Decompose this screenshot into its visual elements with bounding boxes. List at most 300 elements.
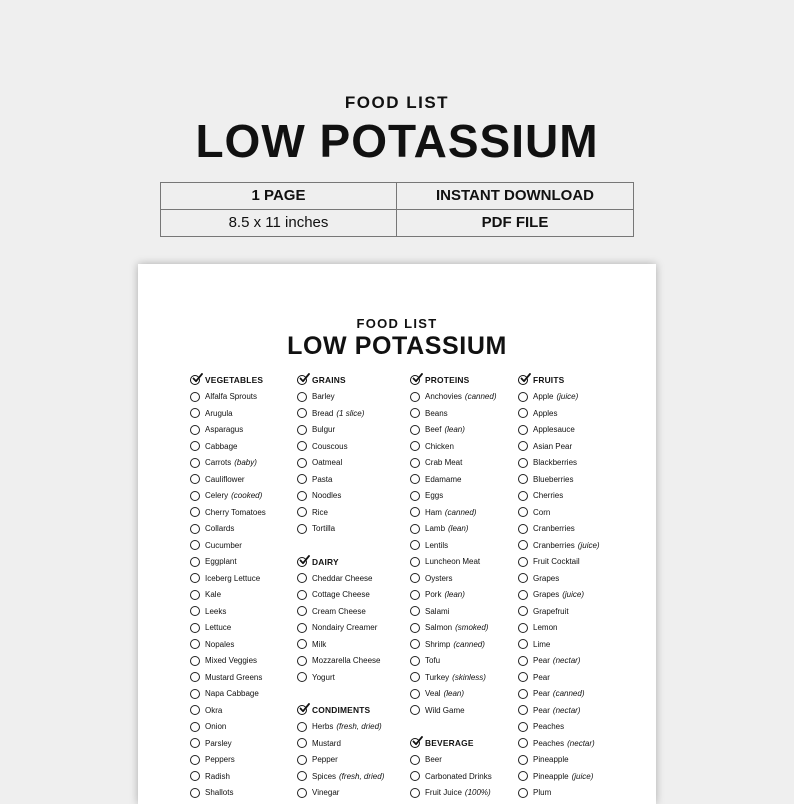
food-name: Pasta [312,474,333,484]
checkbox-circle[interactable] [190,540,200,550]
food-name: Carbonated Drinks [425,771,492,781]
food-name: Collards [205,524,235,534]
checkbox-circle[interactable] [518,590,528,600]
checkbox-circle[interactable] [297,672,307,682]
food-item[interactable] [190,735,266,752]
food-item[interactable] [190,405,266,422]
checkbox-circle[interactable] [410,557,420,567]
food-item[interactable] [410,422,497,439]
checkbox-circle[interactable] [297,623,307,633]
checkbox-circle[interactable] [190,656,200,666]
checkbox-circle[interactable] [410,788,420,798]
checkbox-circle[interactable] [410,606,420,616]
checkbox-circle[interactable] [410,573,420,583]
food-name: Lettuce [205,623,232,633]
checkbox-circle[interactable] [518,623,528,633]
checkbox-circle[interactable] [297,722,307,732]
check-circle-icon [297,374,309,386]
food-item[interactable] [518,587,600,604]
column-4 [518,372,600,801]
food-item[interactable] [518,521,600,538]
column-2 [297,372,384,801]
food-item[interactable] [297,785,384,802]
checkbox-circle[interactable] [518,606,528,616]
checkbox-circle[interactable] [190,738,200,748]
food-item[interactable] [518,785,600,802]
food-note: (cooked) [231,491,263,501]
section-heading-label: FRUITS [533,375,565,386]
section-heading [410,735,497,752]
checkbox-circle[interactable] [410,441,420,451]
food-item[interactable] [410,752,497,769]
checkbox-circle[interactable] [518,540,528,550]
checkbox-circle[interactable] [410,755,420,765]
food-name: Bulgur [312,425,336,435]
check-circle-icon [410,374,422,386]
food-item[interactable] [410,554,497,571]
food-name: Turkey [425,672,450,682]
food-name: Beans [425,408,448,418]
food-name: Cauliflower [205,474,245,484]
checkbox-circle[interactable] [518,755,528,765]
checkbox-circle[interactable] [518,639,528,649]
food-item[interactable] [190,389,266,406]
checkbox-circle[interactable] [297,788,307,798]
food-name: Okra [205,705,223,715]
checkbox-circle[interactable] [518,738,528,748]
section-gap [297,686,384,703]
food-item[interactable] [518,719,600,736]
food-item[interactable] [518,570,600,587]
food-item[interactable] [297,620,384,637]
food-name: Nopales [205,639,235,649]
food-item[interactable] [518,554,600,571]
food-note: (skinless) [452,672,486,682]
food-name: Milk [312,639,327,649]
food-item[interactable] [410,620,497,637]
food-item[interactable] [410,471,497,488]
food-name: Beer [425,755,442,765]
food-item[interactable] [297,669,384,686]
checkbox-circle[interactable] [410,524,420,534]
food-name: Ham [425,507,442,517]
food-item[interactable] [518,735,600,752]
checkbox-circle[interactable] [518,408,528,418]
food-item[interactable] [297,768,384,785]
checkbox-circle[interactable] [518,705,528,715]
checkbox-circle[interactable] [518,573,528,583]
food-item[interactable] [190,438,266,455]
checkbox-circle[interactable] [518,672,528,682]
food-name: Veal [425,689,441,699]
food-name: Asparagus [205,425,244,435]
checkbox-circle[interactable] [190,524,200,534]
food-name: Peaches [533,738,565,748]
food-item[interactable] [518,405,600,422]
food-name: Corn [533,507,551,517]
food-item[interactable] [410,488,497,505]
food-name: Cheddar Cheese [312,573,373,583]
food-item[interactable] [297,455,384,472]
food-name: Anchovies [425,392,462,402]
checkbox-circle[interactable] [190,474,200,484]
food-item[interactable] [518,438,600,455]
food-item[interactable] [297,603,384,620]
food-note: (juice) [577,540,600,550]
food-name: Parsley [205,738,232,748]
food-name: Oatmeal [312,458,343,468]
food-item[interactable] [190,669,266,686]
food-item[interactable] [297,422,384,439]
food-name: Onion [205,722,227,732]
checkbox-circle[interactable] [518,656,528,666]
checkbox-circle[interactable] [190,458,200,468]
section-heading [190,372,266,389]
checkbox-circle[interactable] [297,755,307,765]
food-item[interactable] [190,719,266,736]
check-circle-icon [410,737,422,749]
checkbox-circle[interactable] [297,474,307,484]
food-name: Mustard [312,738,341,748]
checkbox-circle[interactable] [410,689,420,699]
food-item[interactable] [518,389,600,406]
food-name: Luncheon Meat [425,557,481,567]
food-name: Rice [312,507,329,517]
food-note: (lean) [443,689,465,699]
food-name: Tortilla [312,524,336,534]
check-circle-icon [518,374,530,386]
checkbox-circle[interactable] [410,408,420,418]
food-name: Mozzarella Cheese [312,656,381,666]
food-item[interactable] [190,471,266,488]
checkbox-circle[interactable] [190,491,200,501]
food-item[interactable] [297,389,384,406]
food-name: Edamame [425,474,462,484]
food-item[interactable] [190,554,266,571]
food-item[interactable] [518,603,600,620]
food-item[interactable] [190,686,266,703]
food-item[interactable] [410,438,497,455]
food-item[interactable] [410,768,497,785]
section-heading-label: GRAINS [312,375,346,386]
food-item[interactable] [410,686,497,703]
checkbox-circle[interactable] [410,705,420,715]
food-item[interactable] [518,537,600,554]
checkbox-circle[interactable] [518,507,528,517]
sheet-title: LOW POTASSIUM [287,332,507,360]
food-item[interactable] [190,587,266,604]
checkbox-circle[interactable] [410,392,420,402]
checkbox-circle[interactable] [297,441,307,451]
food-item[interactable] [297,438,384,455]
food-note: (fresh, dried) [336,722,382,732]
food-item[interactable] [410,570,497,587]
checkbox-circle[interactable] [190,557,200,567]
food-name: Cream Cheese [312,606,366,616]
food-name: Pork [425,590,442,600]
checkbox-circle[interactable] [410,425,420,435]
checkbox-circle[interactable] [297,491,307,501]
food-note: (nectar) [552,705,581,715]
checkbox-circle[interactable] [190,573,200,583]
checkbox-circle[interactable] [410,507,420,517]
food-item[interactable] [410,587,497,604]
food-item[interactable] [518,636,600,653]
checkbox-circle[interactable] [518,788,528,798]
checkbox-circle[interactable] [518,425,528,435]
food-name: Beef [425,425,442,435]
checkbox-circle[interactable] [410,458,420,468]
checkbox-circle[interactable] [190,623,200,633]
food-note: (canned) [453,639,485,649]
section-heading [297,372,384,389]
food-item[interactable] [410,636,497,653]
food-item[interactable] [518,488,600,505]
checkbox-circle[interactable] [297,507,307,517]
food-name: Cranberries [533,540,575,550]
food-item[interactable] [190,752,266,769]
food-item[interactable] [297,570,384,587]
checkbox-circle[interactable] [518,557,528,567]
food-name: Tofu [425,656,441,666]
food-name: Asian Pear [533,441,573,451]
food-item[interactable] [190,636,266,653]
checkbox-circle[interactable] [297,573,307,583]
food-item[interactable] [518,669,600,686]
food-item[interactable] [190,455,266,472]
food-item[interactable] [297,488,384,505]
food-item[interactable] [410,669,497,686]
checkbox-circle[interactable] [297,524,307,534]
food-item[interactable] [518,768,600,785]
section-heading [297,702,384,719]
food-name: Celery [205,491,229,501]
food-item[interactable] [410,603,497,620]
checkbox-circle[interactable] [190,705,200,715]
food-name: Cabbage [205,441,238,451]
section-gap [297,537,384,554]
section-heading-label: BEVERAGE [425,738,474,749]
food-item[interactable] [297,719,384,736]
checkbox-circle[interactable] [297,656,307,666]
checkbox-circle[interactable] [190,689,200,699]
checkbox-circle[interactable] [410,672,420,682]
food-name: Cucumber [205,540,242,550]
checkbox-circle[interactable] [190,590,200,600]
food-item[interactable] [518,752,600,769]
checkbox-circle[interactable] [410,590,420,600]
food-item[interactable] [410,521,497,538]
checkbox-circle[interactable] [190,722,200,732]
food-item[interactable] [410,389,497,406]
food-name: Blackberries [533,458,578,468]
checkbox-circle[interactable] [190,606,200,616]
checkbox-circle[interactable] [410,474,420,484]
food-name: Pear [533,672,550,682]
food-name: Arugula [205,408,233,418]
food-name: Shallots [205,788,234,798]
food-name: Salmon [425,623,453,633]
checkbox-circle[interactable] [297,606,307,616]
food-name: Apple [533,392,554,402]
checkbox-circle[interactable] [297,425,307,435]
checkbox-circle[interactable] [518,524,528,534]
checkbox-circle[interactable] [518,771,528,781]
food-name: Lime [533,639,551,649]
food-item[interactable] [518,653,600,670]
checkbox-circle[interactable] [190,771,200,781]
food-name: Nondairy Creamer [312,623,378,633]
checkbox-circle[interactable] [190,507,200,517]
info-table [160,182,634,237]
checkbox-circle[interactable] [410,656,420,666]
food-name: Grapes [533,590,560,600]
food-name: Salami [425,606,450,616]
checkbox-circle[interactable] [410,491,420,501]
food-note: (canned) [552,689,585,699]
food-note: (juice) [571,771,594,781]
section-heading-label: CONDIMENTS [312,705,371,716]
checkbox-circle[interactable] [410,623,420,633]
food-name: Eggs [425,491,444,501]
checkbox-circle[interactable] [410,639,420,649]
checkbox-circle[interactable] [190,441,200,451]
food-name: Vinegar [312,788,340,798]
checkbox-circle[interactable] [518,491,528,501]
checkbox-circle[interactable] [518,474,528,484]
food-name: Lentils [425,540,449,550]
food-item[interactable] [190,521,266,538]
section-heading [410,372,497,389]
checkbox-circle[interactable] [518,722,528,732]
checkbox-circle[interactable] [190,755,200,765]
checkbox-circle[interactable] [190,425,200,435]
food-item[interactable] [410,455,497,472]
food-name: Barley [312,392,335,402]
checkbox-circle[interactable] [410,771,420,781]
column-1 [190,372,266,801]
food-item[interactable] [190,785,266,802]
food-item[interactable] [518,455,600,472]
checkbox-circle[interactable] [518,392,528,402]
food-item[interactable] [297,587,384,604]
checkbox-circle[interactable] [297,738,307,748]
food-name: Napa Cabbage [205,689,259,699]
food-item[interactable] [190,537,266,554]
food-name: Plum [533,788,552,798]
food-item[interactable] [190,422,266,439]
food-item[interactable] [297,405,384,422]
food-item[interactable] [410,405,497,422]
checkbox-circle[interactable] [297,458,307,468]
section-gap [410,719,497,736]
checkbox-circle[interactable] [190,788,200,798]
food-note: (baby) [234,458,257,468]
checkbox-circle[interactable] [518,689,528,699]
food-item[interactable] [190,488,266,505]
checkbox-circle[interactable] [410,540,420,550]
checkbox-circle[interactable] [190,408,200,418]
food-note: (100%) [464,788,491,798]
food-name: Herbs [312,722,334,732]
checkbox-circle[interactable] [518,441,528,451]
food-name: Oysters [425,573,453,583]
food-item[interactable] [518,702,600,719]
food-name: Noodles [312,491,342,501]
checkbox-circle[interactable] [297,639,307,649]
checkbox-circle[interactable] [190,639,200,649]
food-item[interactable] [190,768,266,785]
food-item[interactable] [518,620,600,637]
info-download: INSTANT DOWNLOAD [397,183,633,210]
food-item[interactable] [190,653,266,670]
food-item[interactable] [518,686,600,703]
food-item[interactable] [297,521,384,538]
food-item[interactable] [190,620,266,637]
food-item[interactable] [190,570,266,587]
checkbox-circle[interactable] [518,458,528,468]
food-name: Blueberries [533,474,574,484]
food-name: Cherry Tomatoes [205,507,266,517]
checkbox-circle[interactable] [297,392,307,402]
column-3 [410,372,497,801]
checkbox-circle[interactable] [297,408,307,418]
food-note: (juice) [562,590,585,600]
preview-sheet [138,264,656,804]
food-note: (lean) [444,425,465,435]
food-item[interactable] [190,603,266,620]
food-name: Apples [533,408,558,418]
food-note: (lean) [448,524,469,534]
food-item[interactable] [190,702,266,719]
food-item[interactable] [518,422,600,439]
checkbox-circle[interactable] [297,590,307,600]
food-name: Spices [312,771,337,781]
food-item[interactable] [297,504,384,521]
food-item[interactable] [410,504,497,521]
food-item[interactable] [297,471,384,488]
food-item[interactable] [518,504,600,521]
food-name: Couscous [312,441,348,451]
food-name: Carrots [205,458,232,468]
food-name: Grapefruit [533,606,569,616]
checkbox-circle[interactable] [190,392,200,402]
food-item[interactable] [410,653,497,670]
food-name: Peaches [533,722,565,732]
info-format: PDF FILE [481,214,549,232]
food-item[interactable] [297,752,384,769]
food-item[interactable] [297,735,384,752]
food-item[interactable] [297,653,384,670]
food-item[interactable] [410,537,497,554]
food-item[interactable] [410,785,497,802]
sheet-subtitle: FOOD LIST [356,316,438,331]
food-item[interactable] [190,504,266,521]
food-name: Kale [205,590,222,600]
food-name: Mustard Greens [205,672,263,682]
checkbox-circle[interactable] [297,771,307,781]
section-heading-label: PROTEINS [425,375,470,386]
food-name: Shrimp [425,639,451,649]
check-circle-icon [297,704,309,716]
food-item[interactable] [518,471,600,488]
food-item[interactable] [410,702,497,719]
food-note: (canned) [464,392,497,402]
checkbox-circle[interactable] [190,672,200,682]
food-item[interactable] [297,636,384,653]
check-circle-icon [190,374,202,386]
food-name: Pear [533,705,550,715]
